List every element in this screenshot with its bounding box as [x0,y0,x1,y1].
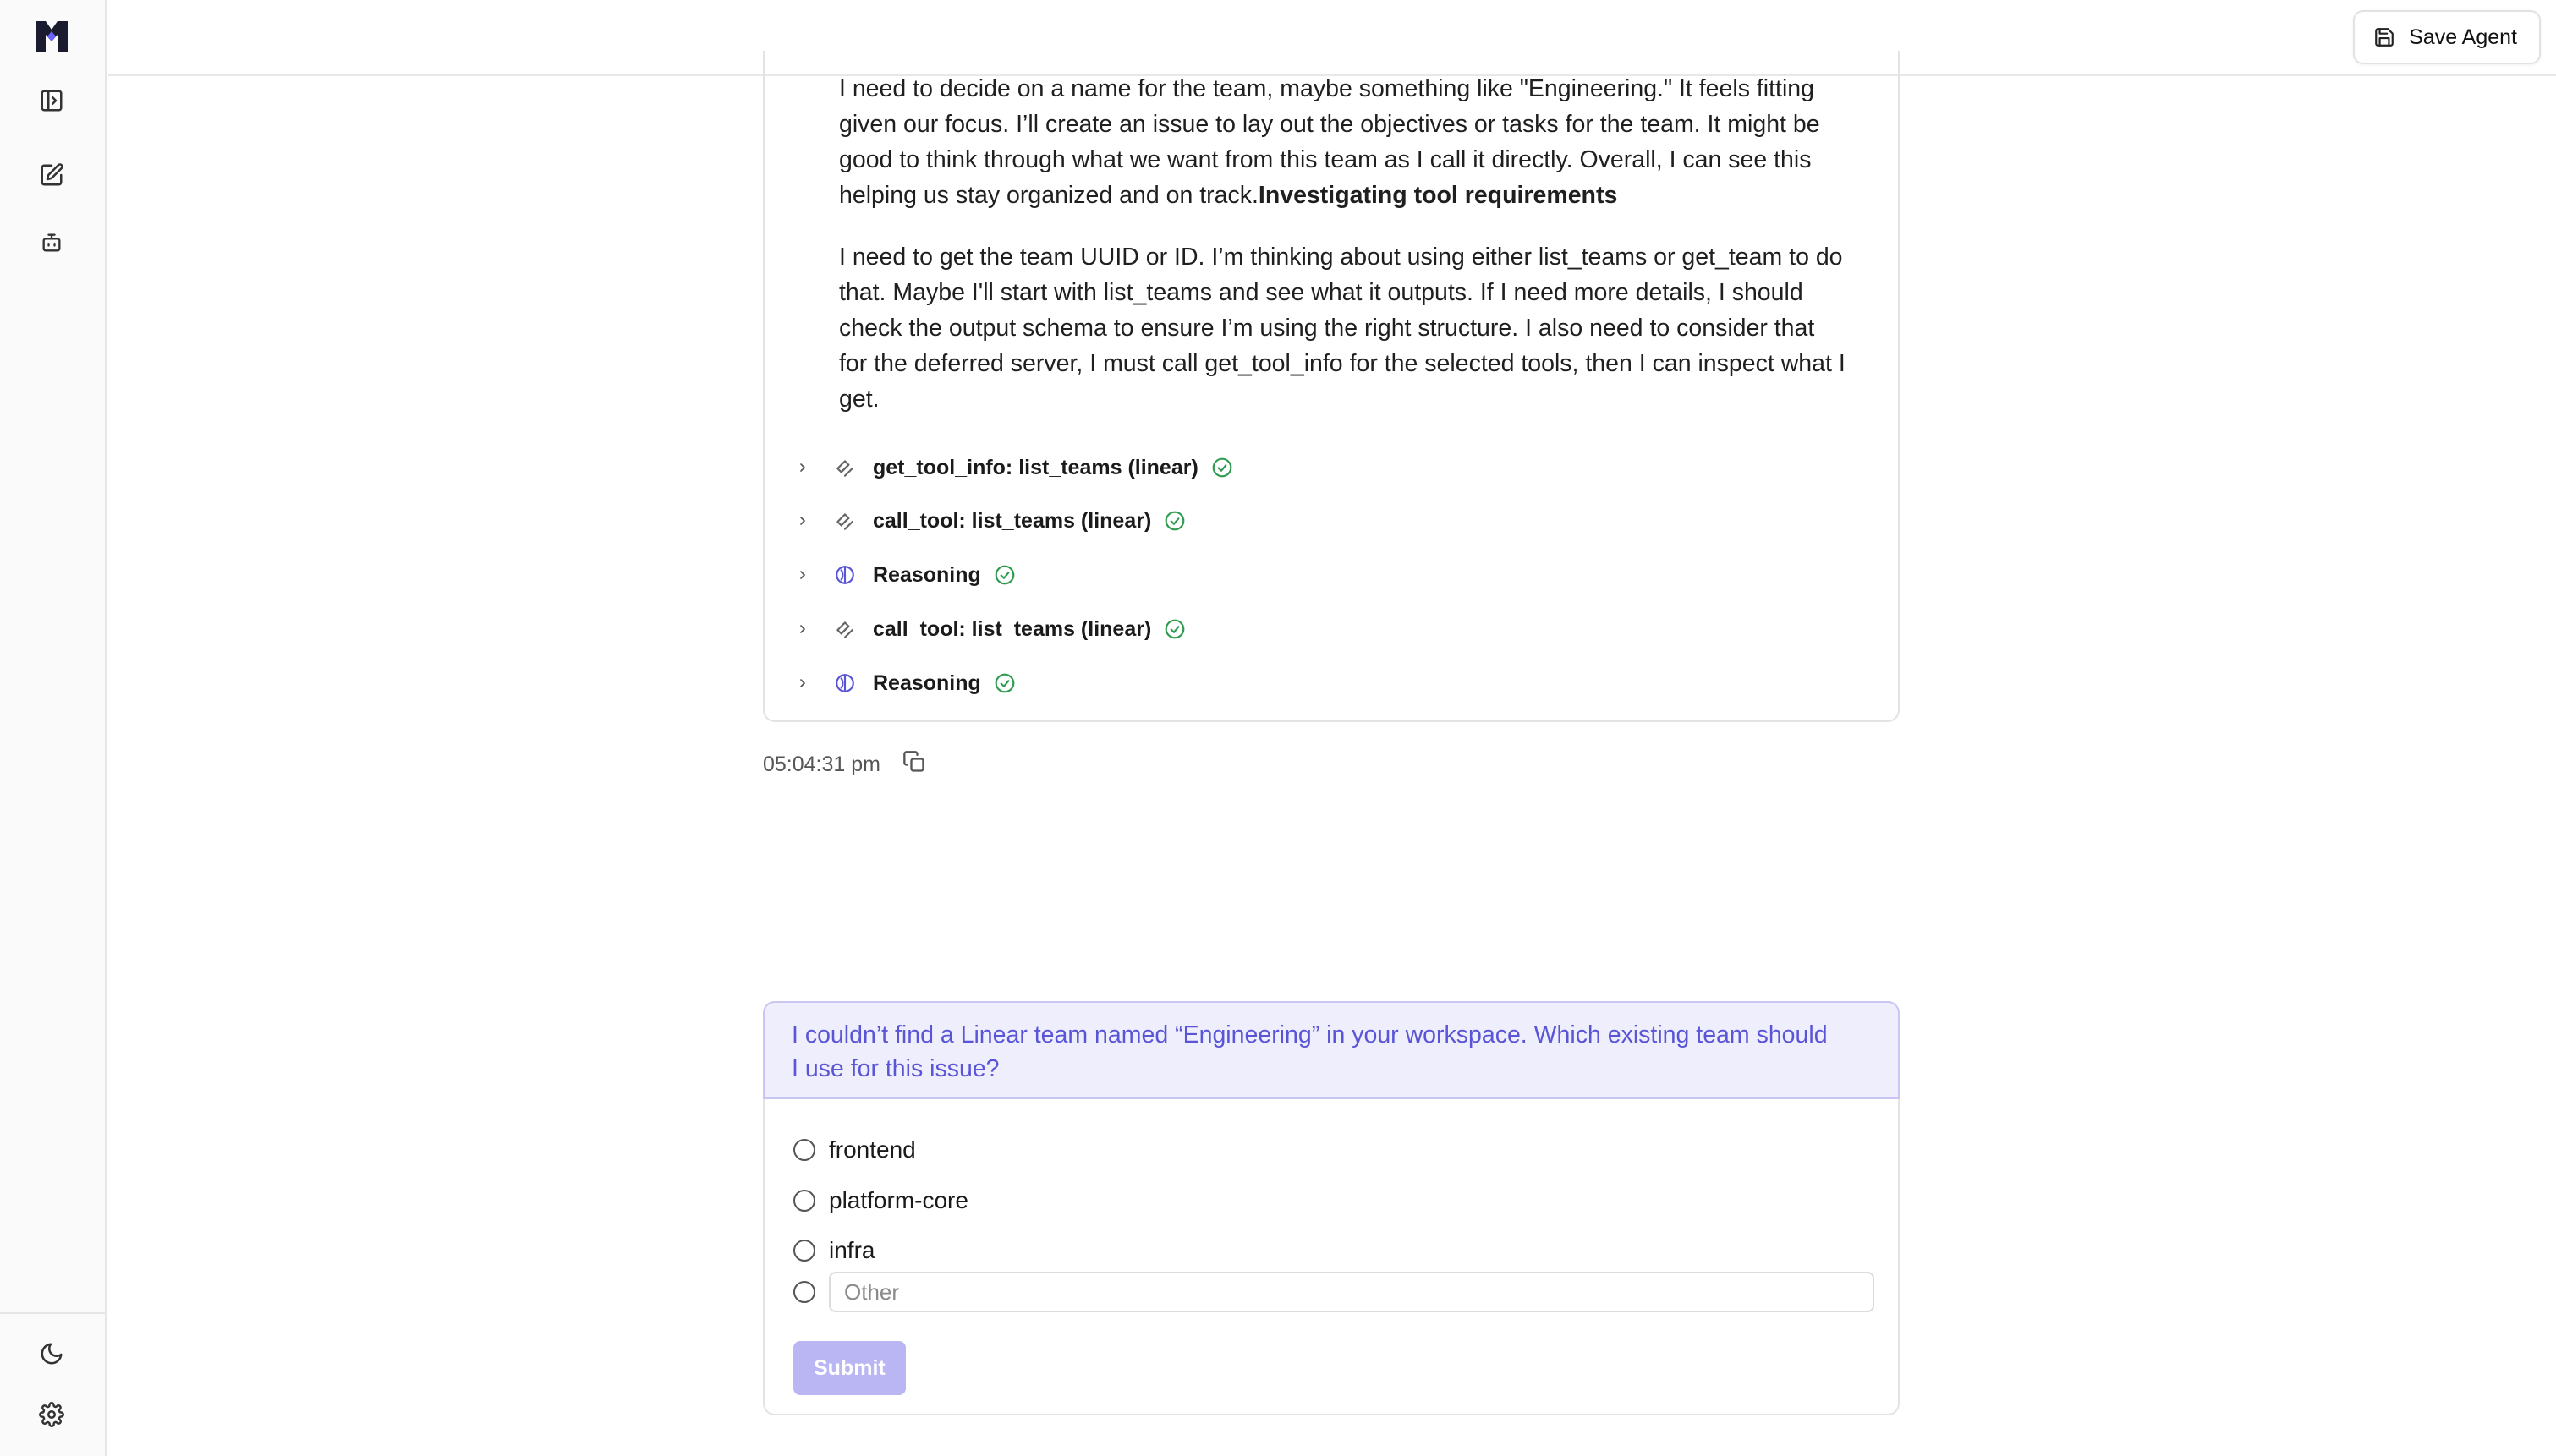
moon-icon[interactable] [32,1334,71,1373]
paragraph-line: I need to decide on a name for the team, maybe something like "Engineering." It feels fitting [839,75,1814,102]
save-agent-button[interactable] [2353,10,2541,64]
radio-button[interactable] [793,1281,815,1303]
radio-button[interactable] [793,1240,815,1262]
copy-icon[interactable] [902,750,926,780]
chevron-right-icon[interactable] [793,674,812,692]
paragraph-line: check the output schema to ensure I’m using the right structure. I also need to consider that [839,315,1815,342]
check-circle-icon [1210,456,1234,479]
submit-button[interactable]: Submit [793,1341,906,1395]
section-heading: Investigating tool requirements [1258,182,1618,209]
paragraph-line: given our focus. I’ll create an issue to lay out the objectives or tasks for the team. It might be [839,111,1820,138]
option-infra[interactable] [793,1234,875,1267]
chevron-right-icon[interactable] [793,566,812,584]
option-frontend[interactable] [793,1133,916,1167]
brand-logo-icon[interactable] [32,17,71,56]
step-call-tool[interactable] [793,504,1187,538]
tool-icon [832,455,858,480]
check-circle-icon [993,671,1017,695]
message-meta [763,747,926,781]
edit-icon[interactable] [32,156,71,194]
check-circle-icon [1163,509,1187,533]
paragraph-line: helping us stay organized and on track. [839,182,1259,209]
chevron-right-icon[interactable] [793,512,812,530]
other-input[interactable] [829,1272,1874,1312]
step-label: Reasoning [873,671,981,695]
option-label: infra [829,1237,875,1263]
tool-icon [832,508,858,534]
question-text: I couldn’t find a Linear team named “Engineering” in your workspace. Which existing team should I use for this issue? [792,1021,1828,1082]
chevron-right-icon[interactable] [793,620,812,638]
paragraph-line: get. [839,386,880,413]
reasoning-paragraph-2 [839,239,1879,417]
step-reasoning[interactable] [793,558,1017,592]
paragraph-line: I need to get the team UUID or ID. I’m thinking about using either list_teams or get_team to do [839,244,1843,271]
brain-icon [832,562,858,588]
save-agent-label: Save Agent [2409,25,2517,49]
sidebar-divider [0,1312,107,1314]
reasoning-paragraph-1 [839,71,1879,213]
paragraph-line: that. Maybe I'll start with list_teams and see what it outputs. If I need more details, I should [839,279,1803,306]
option-platform-core[interactable] [793,1184,968,1218]
sidebar [0,0,107,1456]
step-label: Reasoning [873,562,981,587]
step-get-tool-info[interactable] [793,451,1234,484]
step-label: call_tool: list_teams (linear) [873,508,1152,533]
option-label: frontend [829,1136,916,1163]
bot-icon[interactable] [32,223,71,262]
step-call-tool[interactable] [793,612,1187,646]
question-header [765,1003,1898,1099]
paragraph-line: good to think through what we want from this team as I call it directly. Overall, I can see this [839,146,1812,173]
step-reasoning[interactable] [793,666,1017,700]
panel-toggle-icon[interactable] [32,81,71,120]
option-other[interactable] [793,1275,829,1309]
radio-button[interactable] [793,1190,815,1212]
check-circle-icon [993,563,1017,587]
step-label: get_tool_info: list_teams (linear) [873,455,1198,479]
gear-icon[interactable] [32,1395,71,1434]
tool-icon [832,616,858,642]
message-timestamp: 05:04:31 pm [763,752,880,776]
chevron-right-icon[interactable] [793,458,812,477]
save-icon [2373,26,2395,48]
radio-button[interactable] [793,1139,815,1161]
check-circle-icon [1163,617,1187,641]
paragraph-line: for the deferred server, I must call get_tool_info for the selected tools, then I can inspect what I [839,350,1846,377]
step-label: call_tool: list_teams (linear) [873,616,1152,641]
brain-icon [832,671,858,696]
question-card [763,1001,1900,1415]
option-label: platform-core [829,1187,968,1213]
